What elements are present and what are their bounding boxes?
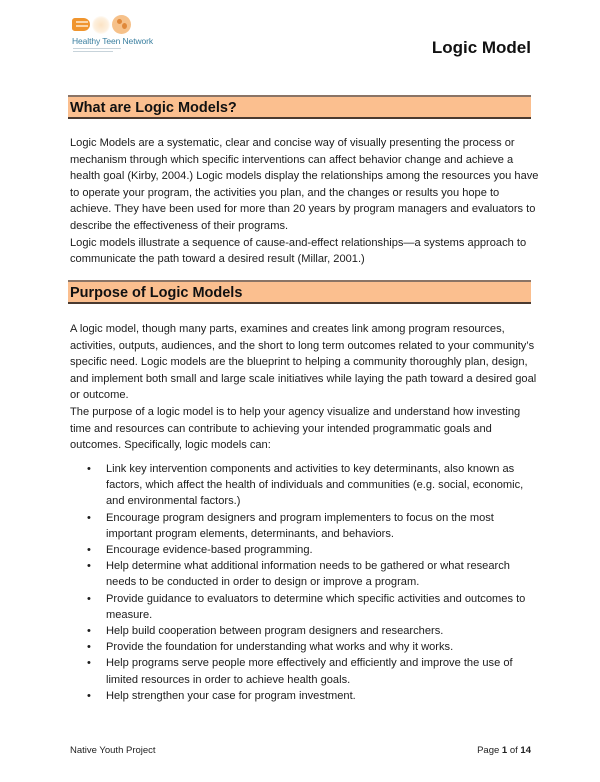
list-item-text: Encourage evidence-based programming. bbox=[106, 544, 313, 557]
page-total: 14 bbox=[520, 745, 531, 756]
bullet-icon: • bbox=[87, 641, 91, 654]
sun-icon bbox=[92, 16, 110, 34]
bullet-icon: • bbox=[87, 592, 91, 605]
list-item bbox=[87, 542, 542, 558]
page-label: Page bbox=[477, 745, 500, 756]
page-number bbox=[477, 745, 531, 756]
section-heading: Purpose of Logic Models bbox=[70, 285, 243, 301]
list-item bbox=[87, 510, 542, 542]
healthy-teen-network-logo-icon bbox=[72, 14, 132, 36]
section-body bbox=[70, 321, 540, 454]
organization-logo bbox=[70, 12, 180, 58]
list-item bbox=[87, 558, 542, 590]
section-body bbox=[70, 135, 540, 268]
list-item-text: Help strengthen your case for program investment. bbox=[106, 689, 356, 702]
list-item bbox=[87, 623, 542, 639]
list-item-text: Provide guidance to evaluators to determine which specific activities and outcomes to measure. bbox=[106, 592, 526, 621]
bullet-icon: • bbox=[87, 544, 91, 557]
bullet-icon: • bbox=[87, 463, 91, 475]
logo-tagline bbox=[73, 48, 123, 54]
paragraph: The purpose of a logic model is to help your agency visualize and understand how investing time and resources can contribute to achieving your intended programmatic goals and outcomes. Specifically, logic models can: bbox=[70, 405, 521, 452]
list-item bbox=[87, 591, 542, 623]
logo-name: Healthy Teen Network bbox=[72, 36, 153, 46]
section-header-what-are-logic-models bbox=[68, 95, 531, 119]
bullet-icon: • bbox=[87, 689, 91, 702]
list-item bbox=[87, 639, 542, 655]
list-item bbox=[87, 655, 542, 687]
paragraph: Logic Models are a systematic, clear and concise way of visually presenting the process or mechanism through which specific interventions can affect behavior change and achieve a health goal (Kirby, 2004.) Logic models display the relationships among the resources you have to operate your program, the activities you plan, and the changes or results you hope to achieve. They have been used for more than 20 years by program managers and evaluators to describe the effectiveness of their programs. bbox=[70, 137, 539, 232]
list-item-text: Encourage program designers and program implementers to focus on the most important program elements, determinants, and behaviors. bbox=[106, 511, 494, 540]
list-item-text: Help programs serve people more effectively and efficiently and improve the use of limited resources in order to achieve health goals. bbox=[106, 657, 513, 686]
list-item-text: Provide the foundation for understanding what works and why it works. bbox=[106, 641, 454, 654]
page-current: 1 bbox=[501, 745, 508, 756]
hand-icon bbox=[72, 18, 90, 31]
family-icon bbox=[112, 15, 131, 34]
purpose-bullet-list bbox=[87, 461, 542, 704]
list-item-text: Link key intervention components and activities to key determinants, also known as factors, which affect the health of individuals and communities (e.g. social, economic, and environmental factors.) bbox=[106, 463, 524, 508]
page-of: of bbox=[509, 745, 518, 756]
list-item bbox=[87, 461, 542, 510]
document-title: Logic Model bbox=[431, 38, 531, 57]
list-item-text: Help determine what additional information needs to be gathered or what research needs to be conducted in order to design or improve a program. bbox=[106, 560, 510, 589]
list-item-text: Help build cooperation between program designers and researchers. bbox=[106, 625, 444, 638]
paragraph: A logic model, though many parts, examines and creates link among program resources, activities, outputs, audiences, and the short to long term outcomes related to your community’s specific need. Logic models are the blueprint to helping a community thoroughly plan, design, and implement both small and large scale initiatives while laying the path toward a desired goal or outcome. bbox=[70, 323, 537, 402]
bullet-icon: • bbox=[87, 511, 91, 524]
bullet-icon: • bbox=[87, 657, 91, 670]
bullet-icon: • bbox=[87, 625, 91, 638]
list-item bbox=[87, 688, 542, 704]
bullet-icon: • bbox=[87, 560, 91, 573]
section-header-purpose-of-logic-models bbox=[68, 280, 531, 304]
section-heading: What are Logic Models? bbox=[70, 100, 237, 116]
paragraph: Logic models illustrate a sequence of cause-and-effect relationships—a systems approach to communicate the path toward a desired result (Millar, 2001.) bbox=[70, 236, 527, 266]
footer-project-name: Native Youth Project bbox=[70, 745, 156, 756]
